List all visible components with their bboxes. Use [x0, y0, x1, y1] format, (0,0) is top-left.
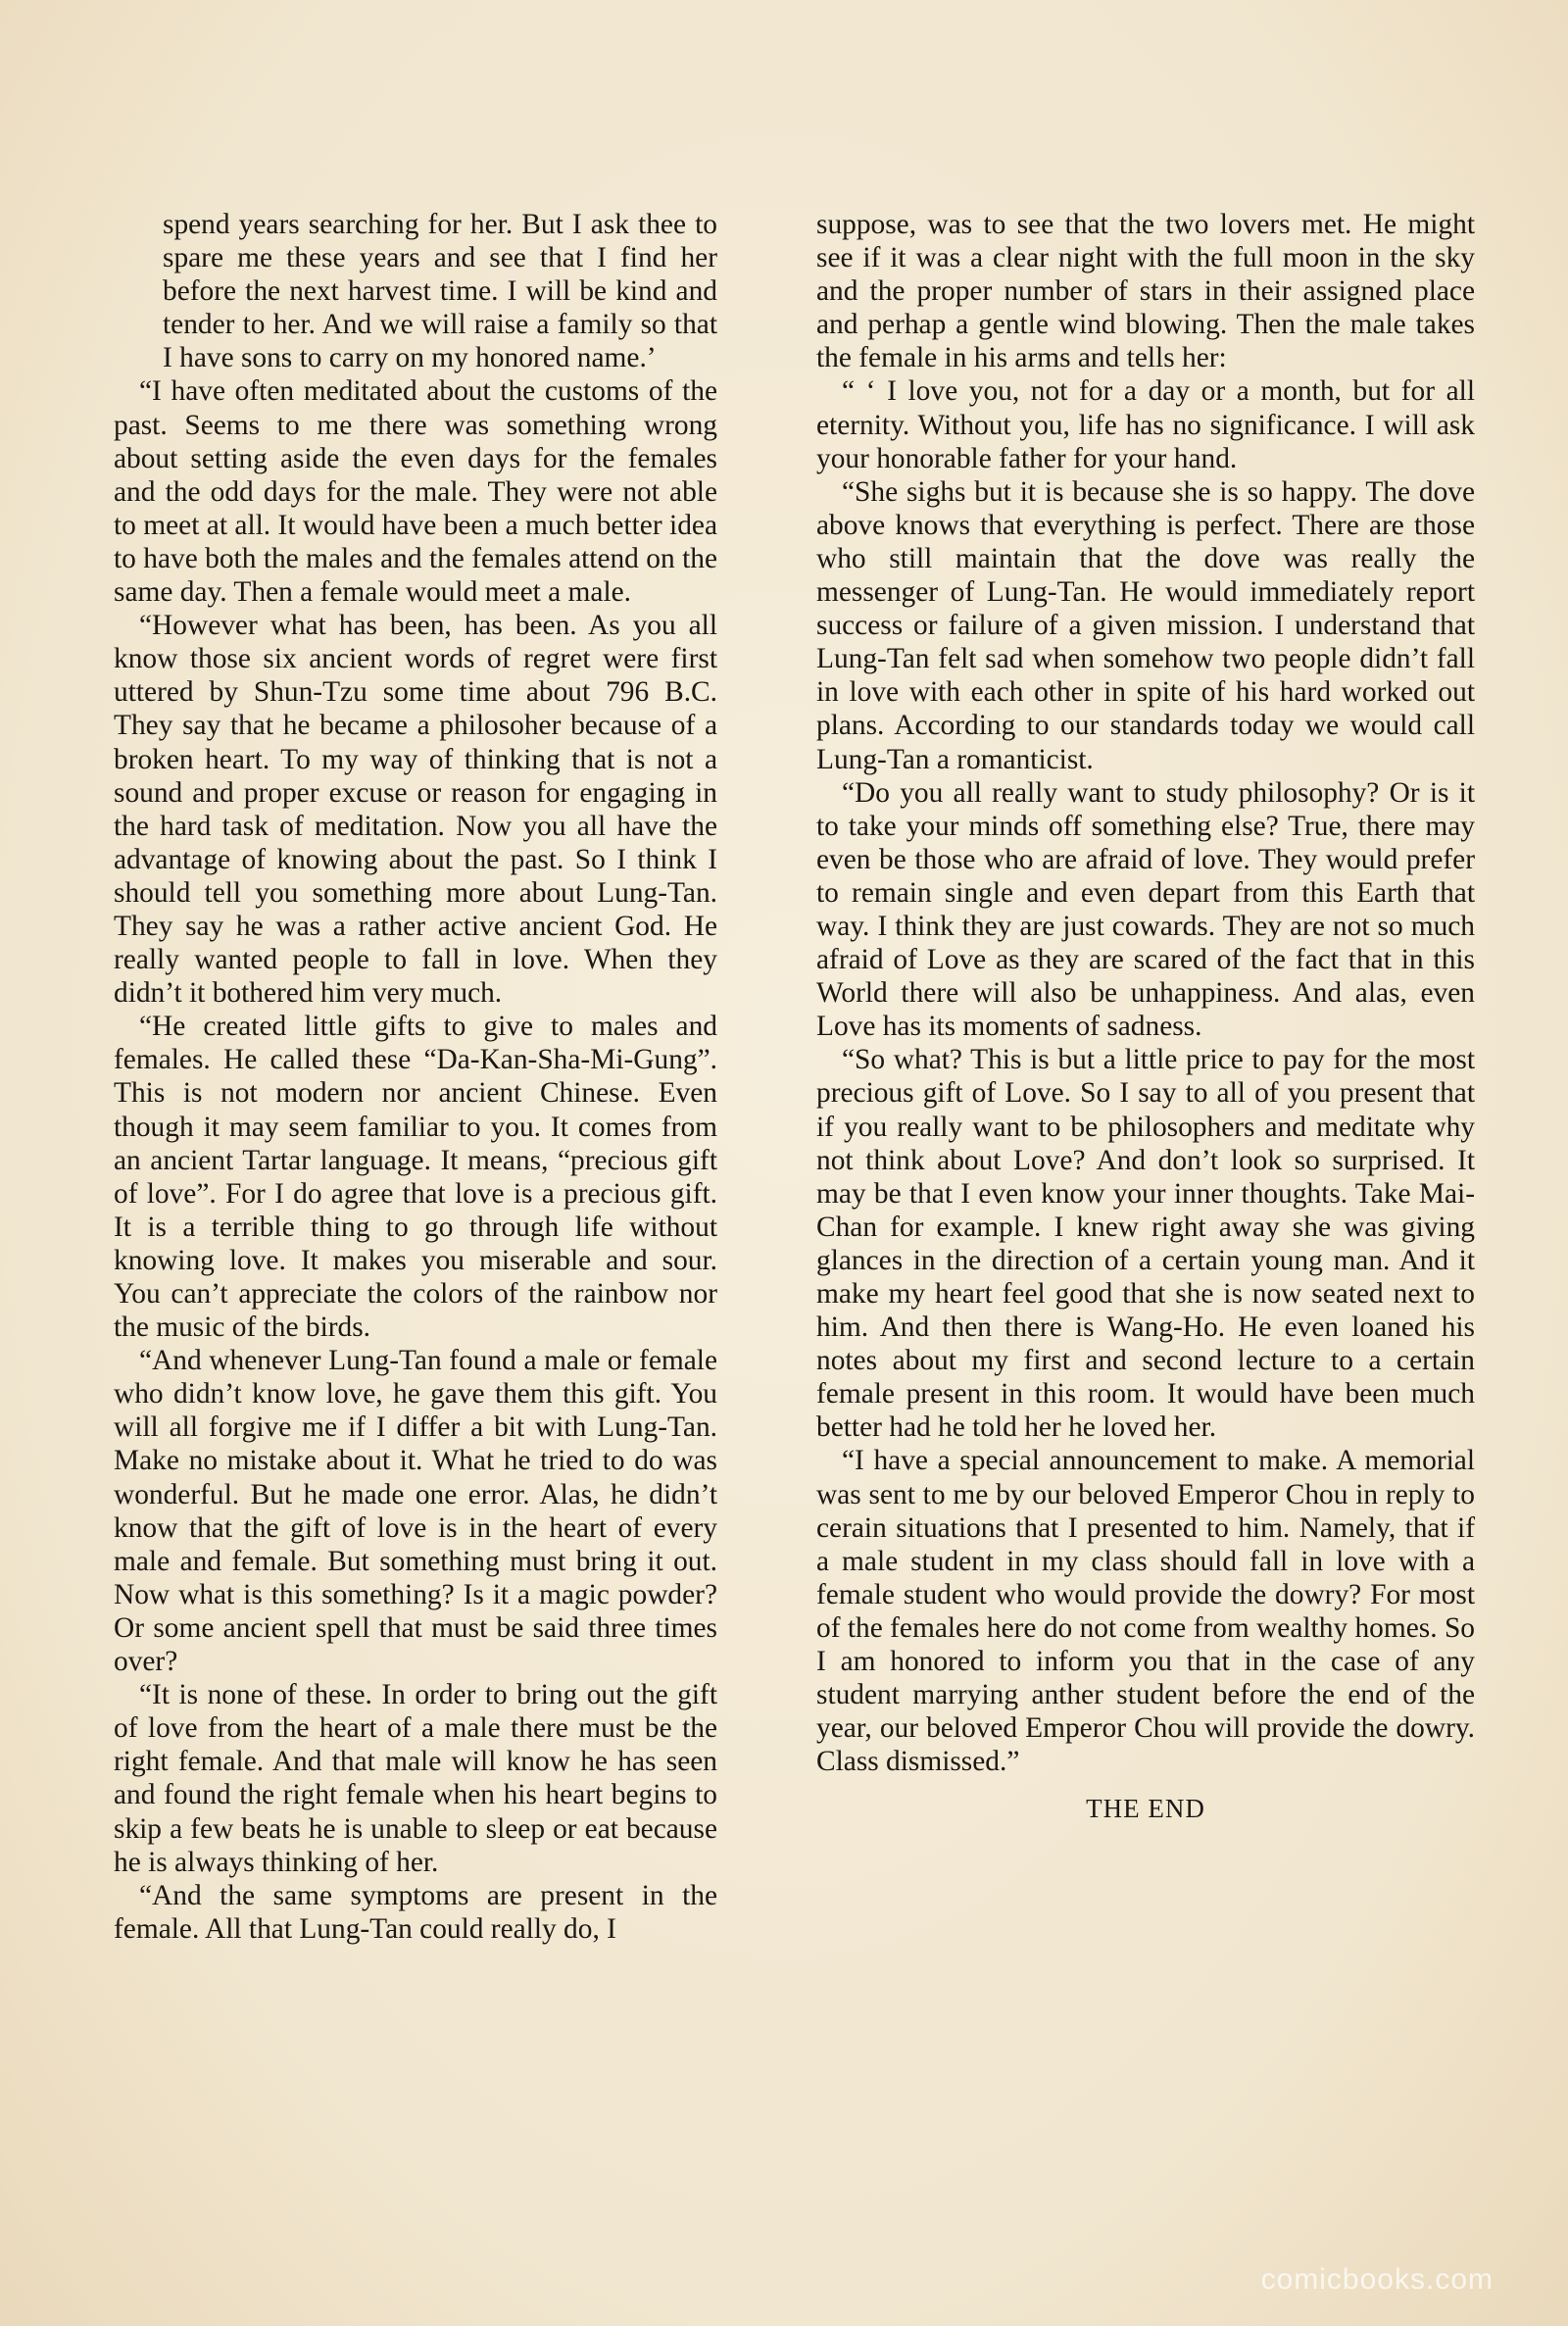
- paragraph-3: “However what has been, has been. As you all know those six ancient words of regret were first uttered by Shun-Tzu some time about 796 B.C. They say that he became a philosoher because of a broken heart. To my way of thinking that is not a sound and proper excuse or reason for engaging in the hard task of meditation. Now you all have the advantage of knowing about the past. So I think I should tell you something more about Lung-Tan. They say he was a rather active ancient God. He really wanted people to fall in love. When they didn’t it bothered him very much.: [114, 610, 717, 1010]
- paragraph-8: suppose, was to see that the two lovers met. He might see if it was a clear night with the full moon in the sky and the proper number of stars in their assigned place and perhap a gentle wind blowing. Then the male takes the female in his arms and tells her:: [816, 209, 1475, 374]
- paragraph-13: “I have a special announcement to make. A memorial was sent to me by our beloved Emperor Chou in reply to cerain situations that I presented to him. Namely, that if a male student in my class should fall in love with a female student who would provide the dowry? For most of the females here do not come from wealthy homes. So I am honored to inform you that in the case of any student marrying anther student before the end of the year, our beloved Emperor Chou will provide the dowry. Class dismissed.”: [816, 1445, 1475, 1778]
- paragraph-9: “ ‘ I love you, not for a day or a month, but for all eternity. Without you, life has no significance. I will ask your honorable father for your hand.: [816, 375, 1475, 474]
- paragraph-5: “And whenever Lung-Tan found a male or female who didn’t know love, he gave them this gift. You will all forgive me if I differ a bit with Lung-Tan. Make no mistake about it. What he tried to do was wonderful. But he made one error. Alas, he didn’t know that the gift of love is in the heart of every male and female. But something must bring it out. Now what is this something? Is it a magic powder? Or some ancient spell that must be said three times over?: [114, 1345, 717, 1678]
- paragraph-12: “So what? This is but a little price to pay for the most precious gift of Love. So I say to all of you present that if you really want to be philosophers and meditate why not think about Love? And don’t look so surprised. It may be that I even know your inner thoughts. Take Mai-Chan for example. I knew right away she was giving glances in the direction of a certain young man. And it make my heart feel good that she is now seated next to him. And then there is Wang-Ho. He even loaned his notes about my first and second lecture to a certain female present in this room. It would have been much better had he told her he loved her.: [816, 1044, 1475, 1444]
- paragraph-2: “I have often meditated about the customs of the past. Seems to me there was something wrong about setting aside the even days for the females and the odd days for the male. They were not able to meet at all. It would have been a much better idea to have both the males and the females attend on the same day. Then a female would meet a male.: [114, 375, 717, 609]
- watermark: comicbooks.com: [1260, 2263, 1494, 2296]
- paragraph-7: “And the same symptoms are present in the female. All that Lung-Tan could really do, I: [114, 1879, 717, 1945]
- paragraph-11: “Do you all really want to study philosophy? Or is it to take your minds off something else? True, there may even be those who are afraid of love. They would prefer to remain single and even depart from this Earth that way. I think they are just cowards. They are not so much afraid of Love as they are scared of the fact that in this World there will also be unhappiness. And alas, even Love has its moments of sadness.: [816, 776, 1475, 1043]
- right-text-column: [816, 208, 1475, 1826]
- left-text-column: [114, 208, 717, 1946]
- paragraph-10: “She sighs but it is because she is so happy. The dove above knows that everything is perfect. There are those who still maintain that the dove was really the messenger of Lung-Tan. He would immediately report success or failure of a given mission. I understand that Lung-Tan felt sad when somehow two people didn’t fall in love with each other in spite of his hard worked out plans. According to our standards today we would call Lung-Tan a romanticist.: [816, 475, 1475, 775]
- paragraph-1: spend years searching for her. But I ask thee to spare me these years and see that I find her before the next harvest time. I will be kind and tender to her. And we will raise a family so that I have sons to carry on my honored name.’: [163, 209, 717, 374]
- paragraph-4: “He created little gifts to give to males and females. He called these “Da-Kan-Sha-Mi-Gung”. This is not modern nor ancient Chinese. Even though it may seem familiar to you. It comes from an ancient Tartar language. It means, “precious gift of love”. For I do agree that love is a precious gift. It is a terrible thing to go through life without knowing love. It makes you miserable and sour. You can’t appreciate the colors of the rainbow nor the music of the birds.: [114, 1011, 717, 1344]
- paragraph-6: “It is none of these. In order to bring out the gift of love from the heart of a male there must be the right female. And that male will know he has seen and found the right female when his heart begins to skip a few beats he is unable to sleep or eat because he is always thinking of her.: [114, 1679, 717, 1878]
- the-end-label: THE END: [1086, 1794, 1205, 1824]
